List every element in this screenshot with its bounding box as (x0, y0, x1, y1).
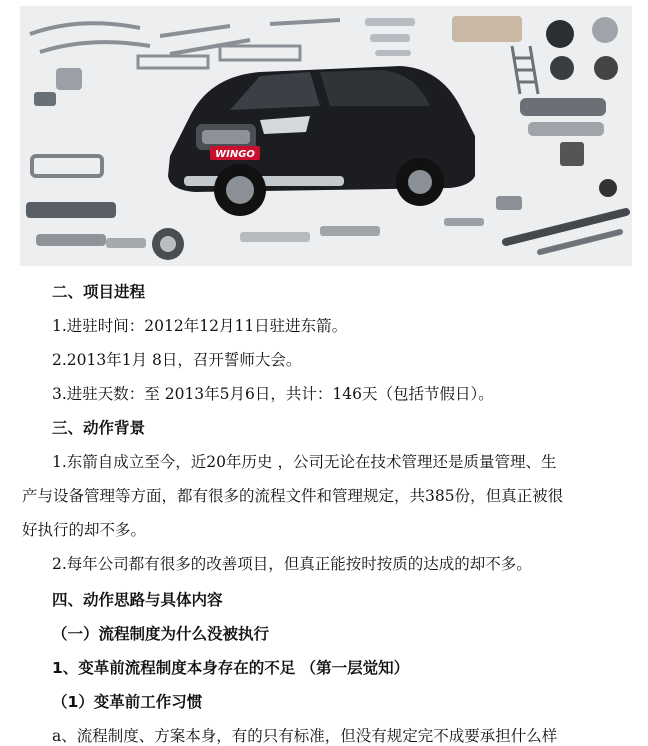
subheading-why-not-executed: （一）流程制度为什么没被执行 (52, 625, 270, 643)
heading-action-background: 三、动作背景 (52, 419, 146, 437)
background-item-1-line-3: 好执行的却不多。 (22, 521, 147, 539)
progress-item-2: 2.2013年1月 8日，召开誓师大会。 (52, 351, 302, 369)
product-catalog-image (20, 6, 632, 266)
background-item-2: 2.每年公司都有很多的改善项目，但真正能按时按质的达成的却不多。 (52, 555, 532, 573)
item-a: a、流程制度、方案本身，有的只有标准，但没有规定完不成要承担什么样 (52, 727, 558, 745)
subheading-pre-reform-deficiency: 1、变革前流程制度本身存在的不足 （第一层觉知） (52, 659, 410, 677)
background-item-1-line-2: 产与设备管理等方面，都有很多的流程文件和管理规定，共385份，但真正被很 (22, 487, 564, 505)
progress-item-1: 1.进驻时间：2012年12月11日驻进东箭。 (52, 317, 348, 335)
wingo-emblem-text: WINGO (215, 149, 255, 160)
heading-action-approach: 四、动作思路与具体内容 (52, 591, 223, 609)
background-item-1-line-1: 1.东箭自成立至今，近20年历史 ，公司无论在技术管理还是质量管理、生 (52, 453, 557, 471)
progress-item-3: 3.进驻天数：至 2013年5月6日，共计：146天（包括节假日）。 (52, 385, 494, 403)
heading-project-progress: 二、项目进程 (52, 283, 146, 301)
subheading-work-habits: （1）变革前工作习惯 (52, 693, 203, 711)
